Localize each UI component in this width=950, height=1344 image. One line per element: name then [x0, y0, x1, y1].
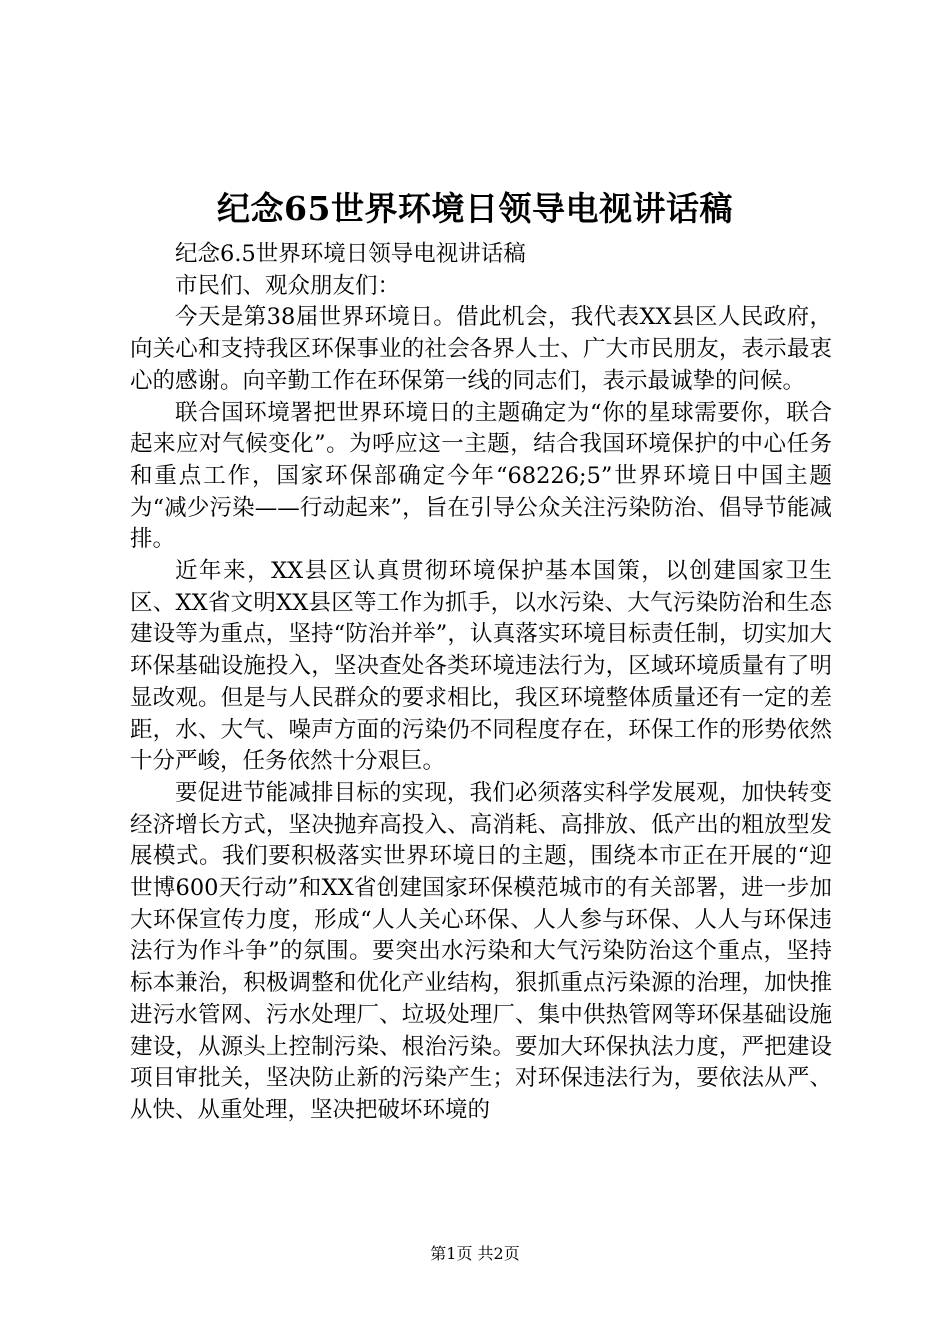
document-title: 纪念65世界环境日领导电视讲话稿 — [217, 189, 733, 228]
body-paragraph: 今天是第38届世界环境日。借此机会，我代表XX县区人民政府，向关心和支持我区环保事业的社会各界人士、广大市民朋友，表示最衷心的感谢。向辛勤工作在环保第一线的同志们，表示最诚挚的问候。 — [130, 304, 832, 394]
subtitle-paragraph: 纪念6.5世界环境日领导电视讲话稿 — [175, 241, 526, 267]
body-paragraph: 近年来，XX县区认真贯彻环境保护基本国策，以创建国家卫生区、XX省文明XX县区等工作为抓手，以水污染、大气污染防治和生态建设等为重点，坚持“防治并举”，认真落实环境目标责任制，切实加大环保基础设施投入，坚决查处各类环境违法行为，区域环境质量有了明显改观。但是与人民群众的要求相比，我区环境整体质量还有一定的差距，水、大气、噪声方面的污染仍不同程度存在，环保工作的形势依然十分严峻，任务依然十分艰巨。 — [130, 558, 832, 775]
document-body — [130, 239, 832, 1127]
salutation-paragraph: 市民们、观众朋友们： — [175, 272, 401, 299]
page-footer: 第1页 共2页 — [430, 1244, 520, 1263]
body-paragraph: 要促进节能减排目标的实现，我们必须落实科学发展观，加快转变经济增长方式，坚决抛弃高投入、高消耗、高排放、低产出的粗放型发展模式。我们要积极落实世界环境日的主题，围绕本市正在开展的“迎世博600天行动”和XX省创建国家环保模范城市的有关部署，进一步加大环保宣传力度，形成“人人关心环保、人人参与环保、人人与环保违法行为作斗争”的氛围。要突出水污染和大气污染防治这个重点，坚持标本兼治，积极调整和优化产业结构，狠抓重点污染源的治理，加快推进污水管网、污水处理厂、垃圾处理厂、集中供热管网等环保基础设施建设，从源头上控制污染、根治污染。要加大环保执法力度，严把建设项目审批关，坚决防止新的污染产生；对环保违法行为，要依法从严、从快、从重处理，坚决把破坏环境的 — [130, 779, 832, 1123]
body-paragraph: 联合国环境署把世界环境日的主题确定为“你的星球需要你，联合起来应对气候变化”。为呼应这一主题，结合我国环境保护的中心任务和重点工作，国家环保部确定今年“68226;5”世界环境日中国主题为“减少污染——行动起来”，旨在引导公众关注污染防治、倡导节能减排。 — [130, 399, 832, 553]
